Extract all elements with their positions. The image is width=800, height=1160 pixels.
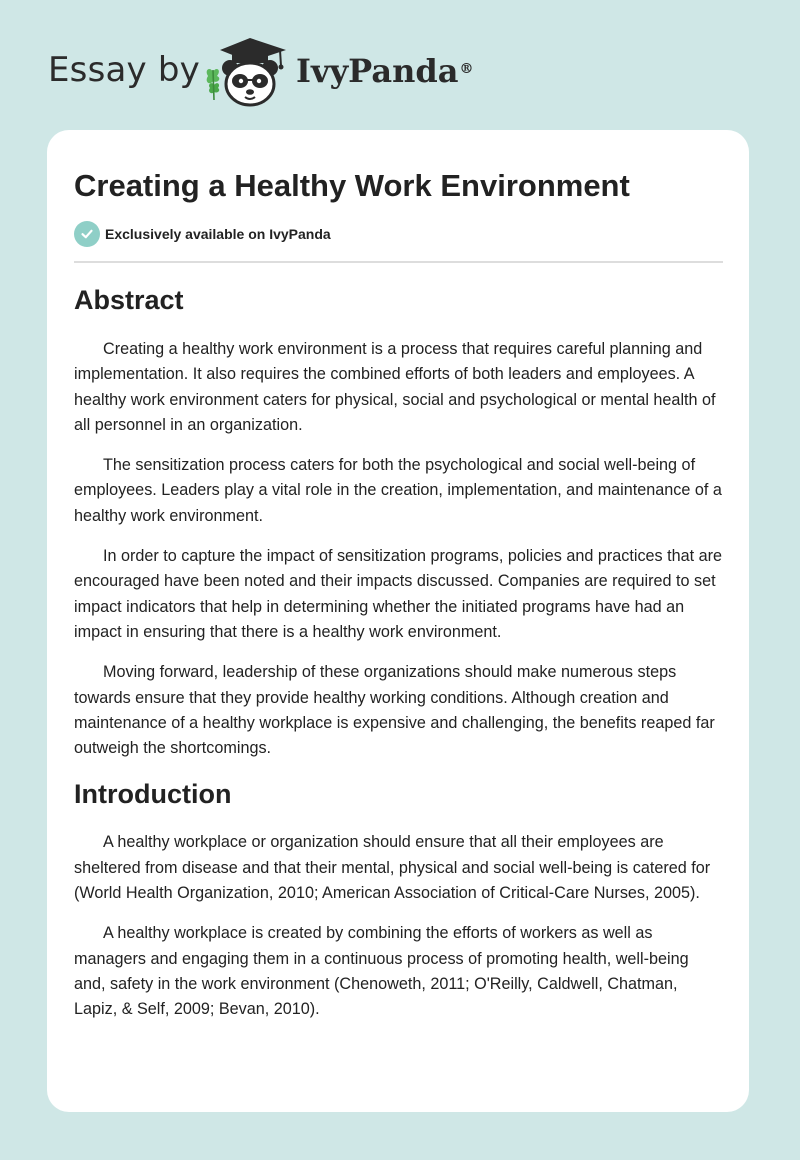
page-title: Creating a Healthy Work Environment (74, 168, 630, 203)
paragraph: Creating a healthy work environment is a process that requires careful planning and implementation. It also requires the combined efforts of both leaders and employees. A healthy work environment caters for physical, social and psychological or mental health of all personnel in an organization. (74, 340, 716, 434)
brand-text: IvyPanda (296, 52, 459, 90)
essay-card (47, 130, 749, 1112)
paragraph: Moving forward, leadership of these organizations should make numerous steps towards ensure that they provide healthy working conditions. Although creation and maintenance of a healthy workplace is expensive and challenging, the benefits reaped far outweigh the shortcomings. (74, 663, 715, 758)
panda-graduate-logo-icon[interactable] (200, 36, 292, 108)
paragraph: A healthy workplace or organization should ensure that all their employees are sheltered from disease and that their mental, physical and social well-being is catered for (World Health Organization, 2010; American Association of Critical-Care Nurses, 2005). (74, 833, 711, 903)
essay-by-label: Essay by (48, 50, 200, 90)
essay-content (74, 282, 724, 1038)
site-header (0, 0, 800, 130)
paragraph: The sensitization process caters for both the psychological and social well-being of employees. Leaders play a vital role in the creation, implementation, and maintenance of a healthy work environment. (74, 456, 722, 525)
section-heading: Introduction (74, 779, 232, 810)
brand-name[interactable] (296, 51, 473, 91)
section-abstract (74, 282, 724, 761)
title-divider (74, 261, 723, 263)
section-introduction (74, 776, 724, 1022)
exclusive-badge (74, 221, 331, 247)
exclusive-label: Exclusively available on IvyPanda (105, 226, 331, 242)
paragraph: In order to capture the impact of sensitization programs, policies and practices that are encouraged have been noted and their impacts discussed. Companies are required to set impact indicators that help in determining whether the initiated programs have had an impact in ensuring that there is a healthy work environment. (74, 547, 723, 641)
registered-mark: ® (459, 61, 474, 77)
check-circle-icon (74, 221, 100, 247)
section-heading: Abstract (74, 285, 184, 315)
paragraph: A healthy workplace is created by combining the efforts of workers as well as managers and engaging them in a continuous process of promoting health, well-being and, safety in the work environment (Chenoweth, 2011; O'Reilly, Caldwell, Chatman, Lapiz, & Self, 2009; Bevan, 2010). (74, 924, 689, 1019)
